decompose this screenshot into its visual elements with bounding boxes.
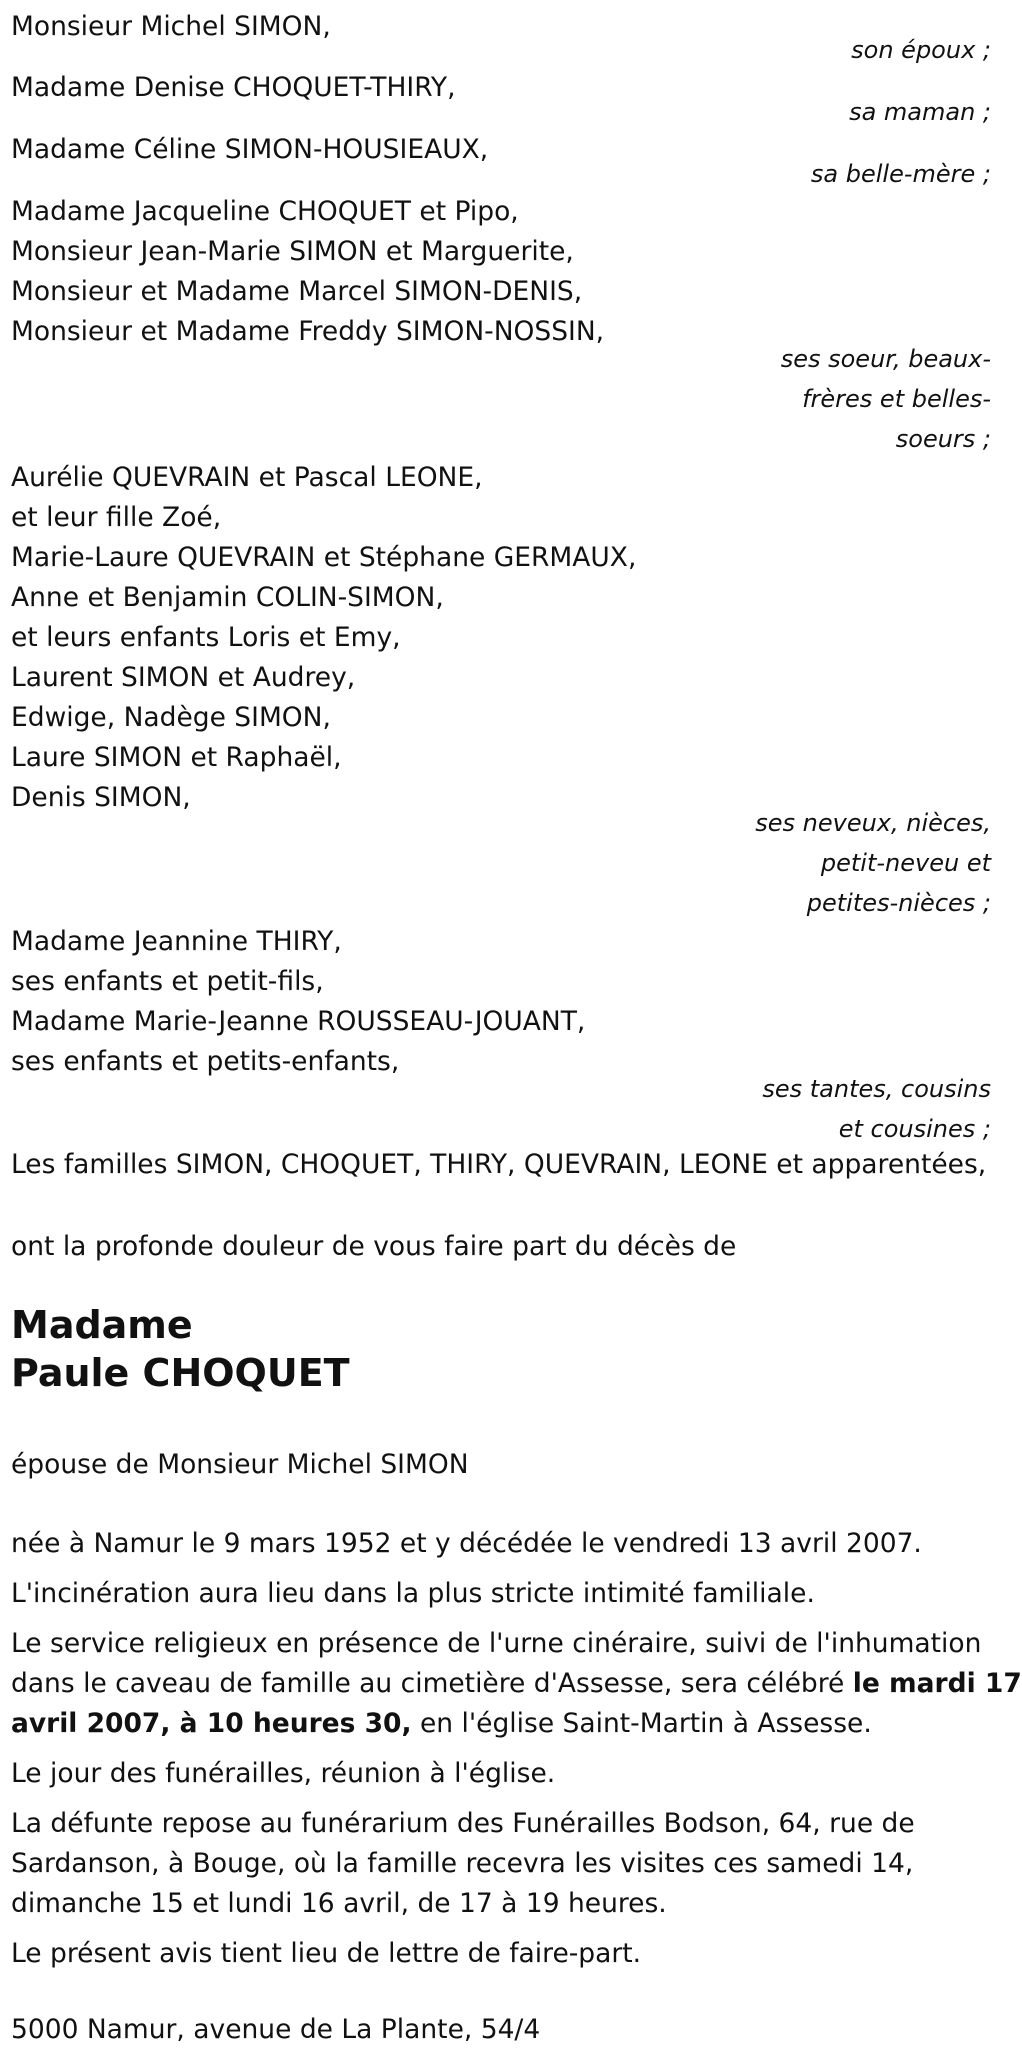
nephew-line: Marie-Laure QUEVRAIN et Stéphane GERMAUX, <box>11 542 637 573</box>
sibling-line: Madame Jacqueline CHOQUET et Pipo, <box>11 196 519 227</box>
nephews-relation-line: petites-nièces ; <box>806 889 991 917</box>
service-line-3 <box>11 1704 872 1744</box>
aunt-line: Madame Marie-Jeanne ROUSSEAU-JOUANT, <box>11 1006 586 1037</box>
aunts-relation-line: et cousines ; <box>838 1115 991 1143</box>
nephew-line: Edwige, Nadège SIMON, <box>11 702 331 733</box>
nephew-line: et leur fille Zoé, <box>11 502 222 533</box>
aunt-line: Madame Jeannine THIRY, <box>11 926 342 957</box>
service-location-text: en l'église Saint-Martin à Assesse. <box>411 1708 872 1739</box>
deceased-name: Paule CHOQUET <box>11 1351 350 1395</box>
nephew-line: Anne et Benjamin COLIN-SIMON, <box>11 582 444 613</box>
birth-death-line: née à Namur le 9 mars 1952 et y décédée le vendredi 13 avril 2007. <box>11 1528 922 1559</box>
siblings-relation-line: ses soeur, beaux- <box>780 345 991 373</box>
nephew-line: Laurent SIMON et Audrey, <box>11 662 356 693</box>
mother-relation: sa maman ; <box>849 98 991 126</box>
nephews-relation-line: ses neveux, nièces, <box>755 809 991 837</box>
service-line-2-text: dans le caveau de famille au cimetière d'Assesse, sera célébré <box>11 1668 853 1699</box>
mother-in-law-name: Madame Céline SIMON-HOUSIEAUX, <box>11 134 489 165</box>
mother-in-law-relation: sa belle-mère ; <box>810 160 991 188</box>
rest-line-1: La défunte repose au funérarium des Funérailles Bodson, 64, rue de <box>11 1808 915 1839</box>
address-line: 5000 Namur, avenue de La Plante, 54/4 <box>11 2014 541 2045</box>
nephew-line: Laure SIMON et Raphaël, <box>11 742 342 773</box>
spouse-relation: son époux ; <box>851 36 991 64</box>
rest-line-2: Sardanson, à Bouge, où la famille recevra les visites ces samedi 14, <box>11 1848 914 1879</box>
sibling-line: Monsieur et Madame Marcel SIMON-DENIS, <box>11 276 583 307</box>
deceased-spouse-line: épouse de Monsieur Michel SIMON <box>11 1449 469 1480</box>
aunt-line: ses enfants et petits-enfants, <box>11 1046 400 1077</box>
aunts-relation-line: ses tantes, cousins <box>762 1075 991 1103</box>
nephews-relation-line: petit-neveu et <box>820 849 991 877</box>
spouse-name: Monsieur Michel SIMON, <box>11 11 331 42</box>
nephew-line: Aurélie QUEVRAIN et Pascal LEONE, <box>11 462 483 493</box>
families-line: Les familles SIMON, CHOQUET, THIRY, QUEVRAIN, LEONE et apparentées, <box>11 1149 987 1180</box>
siblings-relation-line: soeurs ; <box>895 425 991 453</box>
service-date-bold: le mardi 17 <box>852 1668 1022 1699</box>
service-line-2 <box>11 1664 1022 1704</box>
service-line-1: Le service religieux en présence de l'urne cinéraire, suivi de l'inhumation <box>11 1628 982 1659</box>
deceased-title: Madame <box>11 1303 193 1347</box>
sibling-line: Monsieur et Madame Freddy SIMON-NOSSIN, <box>11 316 605 347</box>
aunt-line: ses enfants et petit-fils, <box>11 966 324 997</box>
sibling-line: Monsieur Jean-Marie SIMON et Marguerite, <box>11 236 574 267</box>
announcement-text: ont la profonde douleur de vous faire part du décès de <box>11 1231 737 1262</box>
mother-name: Madame Denise CHOQUET-THIRY, <box>11 72 456 103</box>
nephew-line: Denis SIMON, <box>11 782 191 813</box>
notice-line: Le présent avis tient lieu de lettre de faire-part. <box>11 1938 642 1969</box>
nephew-line: et leurs enfants Loris et Emy, <box>11 622 401 653</box>
siblings-relation-line: frères et belles- <box>802 385 991 413</box>
cremation-line: L'incinération aura lieu dans la plus stricte intimité familiale. <box>11 1578 815 1609</box>
service-time-bold: avril 2007, à 10 heures 30, <box>11 1708 412 1739</box>
rest-line-3: dimanche 15 et lundi 16 avril, de 17 à 19 heures. <box>11 1888 667 1919</box>
meeting-line: Le jour des funérailles, réunion à l'église. <box>11 1758 556 1789</box>
